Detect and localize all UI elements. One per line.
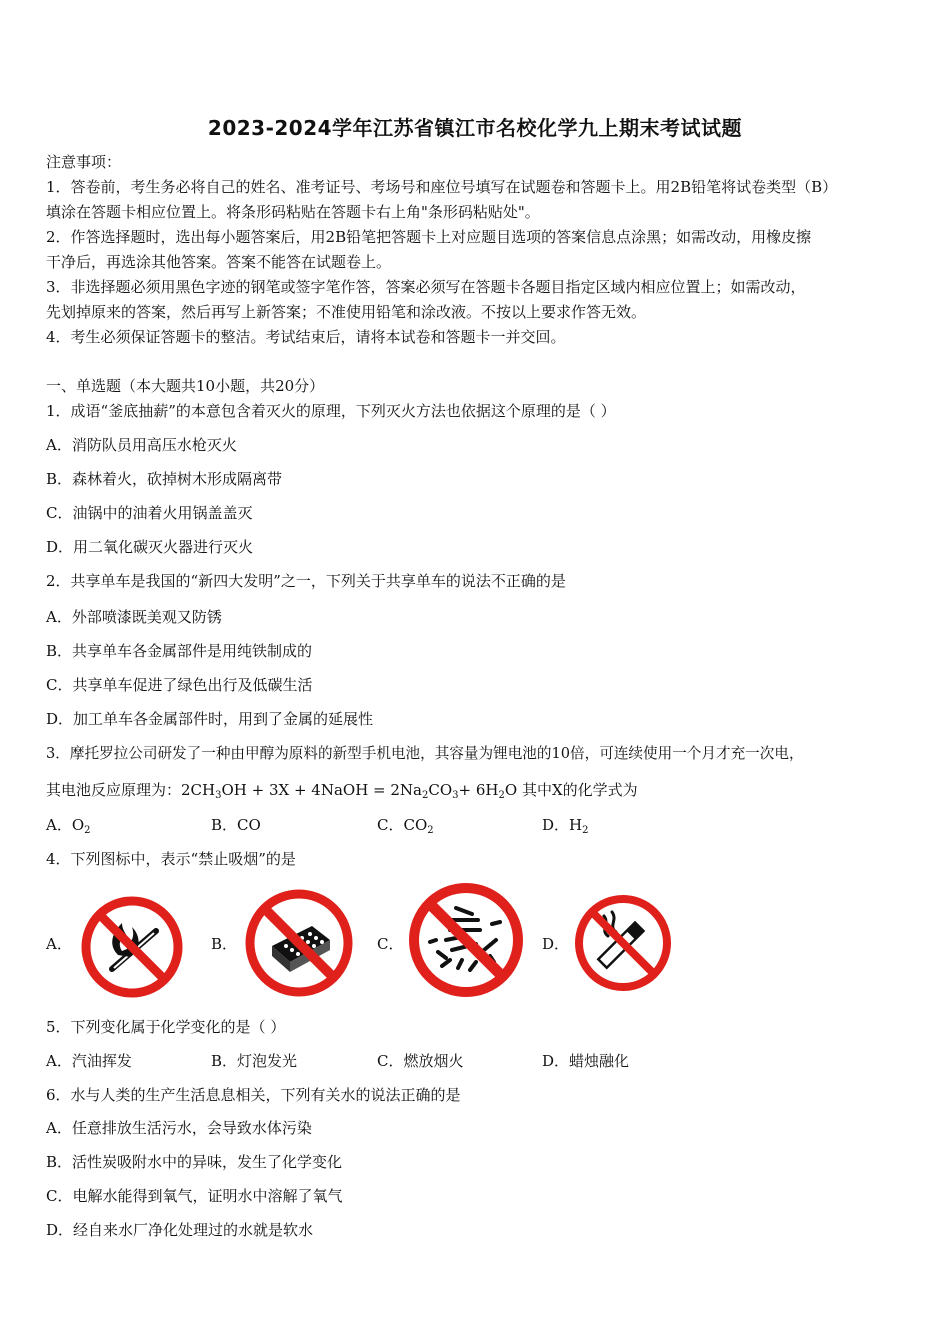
question-3-stem: 3．摩托罗拉公司研发了一种由甲醇为原料的新型手机电池，其容量为锂电池的10倍，可连续使用一个月才充一次电， — [46, 745, 804, 762]
notice-line: 填涂在答题卡相应位置上。将条形码粘贴在答题卡右上角"条形码粘贴处"。 — [46, 203, 540, 221]
question-1-stem: 1．成语“釜底抽薪”的本意包含着灭火的原理，下列灭火方法也依据这个原理的是（ ） — [46, 402, 616, 420]
notice-line: 2．作答选择题时，选出每小题答案后，用2B铅笔把答题卡上对应题目选项的答案信息点涂黑；如需改动，用橡皮擦 — [46, 228, 812, 246]
question-4-stem: 4．下列图标中，表示“禁止吸烟”的是 — [46, 850, 296, 868]
q6-option-c: C．电解水能得到氧气，证明水中溶解了氧气 — [46, 1187, 343, 1205]
q3-option-b: B．CO — [211, 816, 261, 834]
no-firecrackers-icon — [406, 880, 526, 1000]
q6-option-d: D．经自来水厂净化处理过的水就是软水 — [46, 1221, 314, 1239]
q1-option-d: D．用二氧化碳灭火器进行灭火 — [46, 538, 254, 556]
section-heading: 一、单选题（本大题共10小题，共20分） — [46, 377, 325, 395]
q5-option-b: B．灯泡发光 — [211, 1052, 298, 1070]
q5-option-c: C．燃放烟火 — [377, 1052, 464, 1070]
q6-option-b: B．活性炭吸附水中的异味，发生了化学变化 — [46, 1153, 343, 1171]
q2-option-c: C．共享单车促进了绿色出行及低碳生活 — [46, 676, 313, 694]
q2-option-d: D．加工单车各金属部件时，用到了金属的延展性 — [46, 710, 374, 728]
q2-option-a: A．外部喷漆既美观又防锈 — [46, 608, 222, 626]
question-6-stem: 6．水与人类的生产生活息息相关，下列有关水的说法正确的是 — [46, 1086, 461, 1104]
q4-option-b-label: B． — [211, 935, 238, 953]
no-smoking-icon — [572, 892, 674, 994]
question-5-stem: 5．下列变化属于化学变化的是（ ） — [46, 1018, 286, 1036]
q3-option-d: D．$H_2$ — [542, 816, 589, 836]
no-fireworks-icon — [242, 886, 356, 1000]
notice-line: 1．答卷前，考生务必将自己的姓名、准考证号、考场号和座位号填写在试题卷和答题卡上。用2B铅笔将试卷类型（B） — [46, 178, 838, 196]
q3-option-c: C．$CO_2$ — [377, 816, 434, 836]
q1-option-c: C．油锅中的油着火用锅盖盖灭 — [46, 504, 253, 522]
q3-option-a: A．$O_2$ — [46, 816, 91, 836]
notice-line: 4．考生必须保证答题卡的整洁。考试结束后，请将本试卷和答题卡一并交回。 — [46, 328, 566, 346]
question-2-stem: 2．共享单车是我国的“新四大发明”之一，下列关于共享单车的说法不正确的是 — [46, 572, 566, 590]
notice-line: 3．非选择题必须用黑色字迹的钢笔或签字笔作答，答案必须写在答题卡各题目指定区域内相应位置上；如需改动， — [46, 278, 806, 296]
q4-option-d-label: D． — [542, 935, 570, 953]
question-3-equation: 其电池反应原理为：$2CH_3OH + 3X$ + 4NaOH = $2Na_2CO_3+ 6H_2O$ 其中X的化学式为 — [46, 781, 638, 801]
q1-option-a: A．消防队员用高压水枪灭火 — [46, 436, 237, 454]
q1-option-b: B．森林着火，砍掉树木形成隔离带 — [46, 470, 283, 488]
q6-option-a: A．任意排放生活污水，会导致水体污染 — [46, 1119, 312, 1137]
q4-option-a-label: A． — [46, 935, 72, 953]
notice-line: 先划掉原来的答案，然后再写上新答案；不准使用铅笔和涂改液。不按以上要求作答无效。 — [46, 303, 647, 321]
q2-option-b: B．共享单车各金属部件是用纯铁制成的 — [46, 642, 313, 660]
no-open-flame-icon — [78, 893, 186, 1001]
notice-heading: 注意事项： — [46, 153, 122, 171]
notice-line: 干净后，再选涂其他答案。答案不能答在试题卷上。 — [46, 253, 392, 271]
q4-option-c-label: C． — [377, 935, 404, 953]
q5-option-a: A．汽油挥发 — [46, 1052, 132, 1070]
q5-option-d: D．蜡烛融化 — [542, 1052, 630, 1070]
page-title: 2023-2024学年江苏省镇江市名校化学九上期末考试试题 — [207, 116, 743, 140]
